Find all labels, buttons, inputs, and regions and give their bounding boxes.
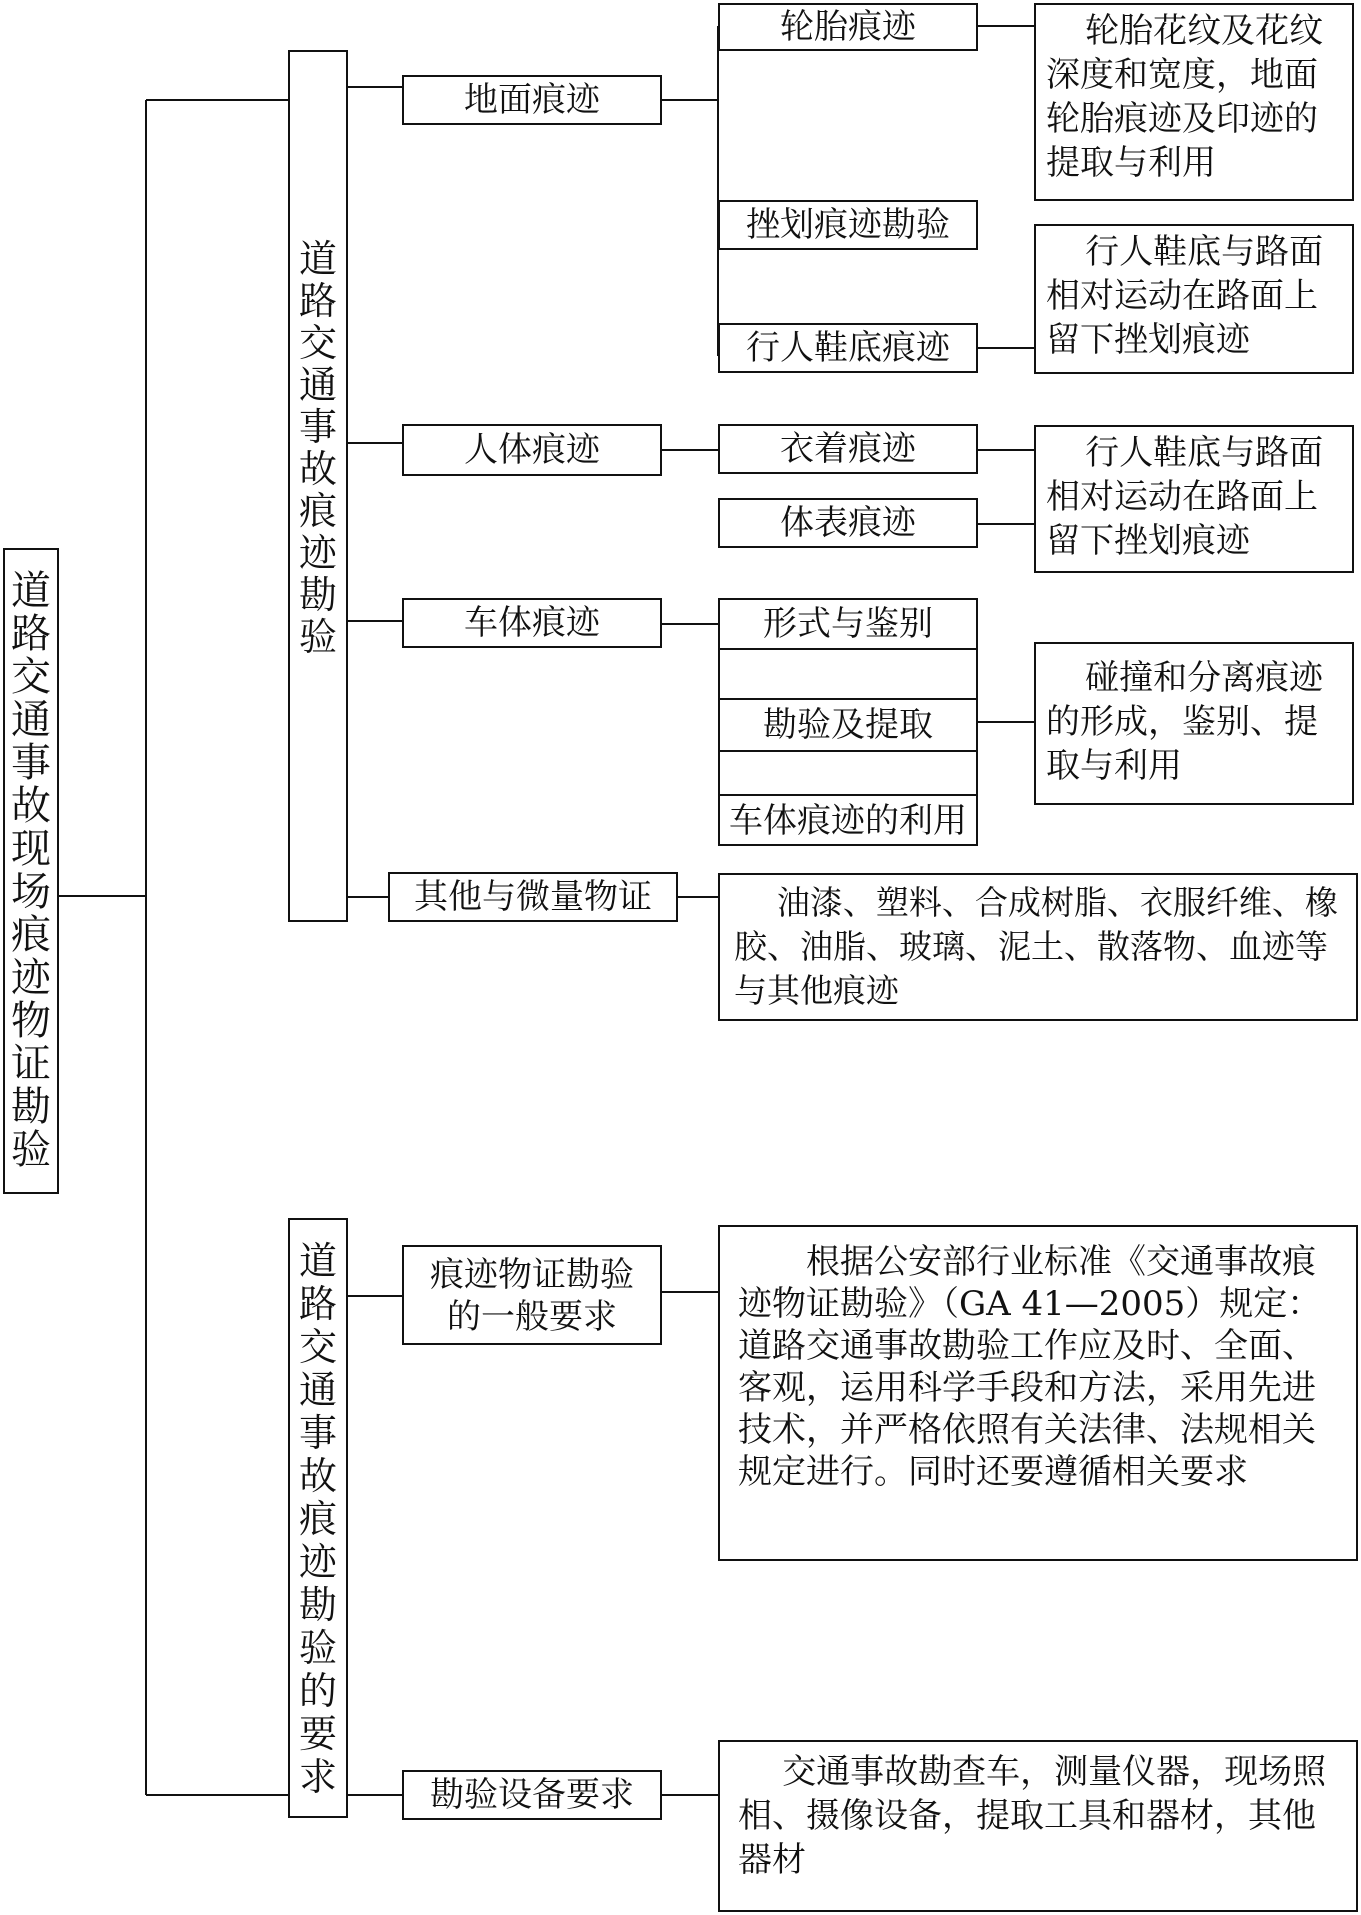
body-desc-text: 行人鞋底与路面相对运动在路面上留下挫划痕迹 bbox=[1046, 433, 1324, 561]
surface-traces-label: 体表痕迹 bbox=[780, 503, 916, 543]
body-desc-box bbox=[1034, 425, 1354, 573]
equipment-desc-text: 交通事故勘查车，测量仪器，现场照相、摄像设备，提取工具和器材，其他器材 bbox=[738, 1752, 1327, 1880]
other-evidence-node bbox=[388, 872, 678, 922]
shoe-desc-box bbox=[1034, 224, 1354, 374]
general-req-label-line1: 痕迹物证勘验 bbox=[430, 1255, 634, 1295]
shoe-traces-label: 行人鞋底痕迹 bbox=[746, 328, 950, 368]
vehicle-subitems-group bbox=[718, 598, 978, 846]
surface-traces-node bbox=[718, 498, 978, 548]
shoe-desc-text: 行人鞋底与路面相对运动在路面上留下挫划痕迹 bbox=[1046, 232, 1324, 360]
vehicle-use-item bbox=[720, 794, 976, 846]
vehicle-extract-label: 勘验及提取 bbox=[763, 705, 933, 745]
general-req-node bbox=[402, 1245, 662, 1345]
general-req-label-line2: 的一般要求 bbox=[447, 1297, 617, 1337]
other-desc-box bbox=[718, 873, 1358, 1021]
ground-traces-node bbox=[402, 75, 662, 125]
branch1-node bbox=[288, 50, 348, 922]
clothing-traces-node bbox=[718, 424, 978, 474]
scratch-traces-node bbox=[718, 200, 978, 250]
other-evidence-label: 其他与微量物证 bbox=[414, 877, 652, 917]
root-node bbox=[3, 548, 59, 1194]
general-req-desc-text: 根据公安部行业标准《交通事故痕迹物证勘验》（GA 41—2005）规定：道路交通事故勘验工作应及时、全面、客观，运用科学手段和方法，采用先进技术，并严格依照有关法律、法规相关规定进行。同时还要遵循相关要求 bbox=[738, 1242, 1322, 1492]
tire-traces-node bbox=[718, 3, 978, 51]
equipment-req-node bbox=[402, 1770, 662, 1820]
vehicle-desc-box bbox=[1034, 642, 1354, 805]
branch2-label: 道路交通事故痕迹勘验的要求 bbox=[298, 1239, 337, 1799]
vehicle-desc-text: 碰撞和分离痕迹的形成，鉴别、提取与利用 bbox=[1046, 658, 1324, 786]
general-req-desc-box bbox=[718, 1225, 1358, 1561]
body-traces-node bbox=[402, 424, 662, 476]
shoe-traces-node bbox=[718, 323, 978, 373]
scratch-traces-label: 挫划痕迹勘验 bbox=[746, 205, 950, 245]
equipment-desc-box bbox=[718, 1740, 1358, 1912]
tire-desc-text: 轮胎花纹及花纹深度和宽度，地面轮胎痕迹及印迹的提取与利用 bbox=[1046, 11, 1324, 183]
vehicle-traces-node bbox=[402, 598, 662, 648]
vehicle-form-item bbox=[720, 600, 976, 650]
vehicle-extract-item bbox=[720, 698, 976, 752]
vehicle-traces-label: 车体痕迹 bbox=[464, 603, 600, 643]
other-desc-text: 油漆、塑料、合成树脂、衣服纤维、橡胶、油脂、玻璃、泥土、散落物、血迹等与其他痕迹 bbox=[734, 883, 1338, 1010]
vehicle-form-label: 形式与鉴别 bbox=[763, 604, 933, 644]
tire-traces-label: 轮胎痕迹 bbox=[780, 7, 916, 47]
tire-desc-box bbox=[1034, 3, 1354, 201]
branch1-label: 道路交通事故痕迹勘验 bbox=[298, 237, 337, 659]
vehicle-use-label: 车体痕迹的利用 bbox=[729, 801, 967, 841]
equipment-req-label: 勘验设备要求 bbox=[430, 1775, 634, 1815]
clothing-traces-label: 衣着痕迹 bbox=[780, 429, 916, 469]
branch2-node bbox=[288, 1218, 348, 1818]
body-traces-label: 人体痕迹 bbox=[464, 430, 600, 470]
root-label: 道路交通事故现场痕迹物证勘验 bbox=[11, 568, 51, 1173]
ground-traces-label: 地面痕迹 bbox=[464, 80, 600, 120]
